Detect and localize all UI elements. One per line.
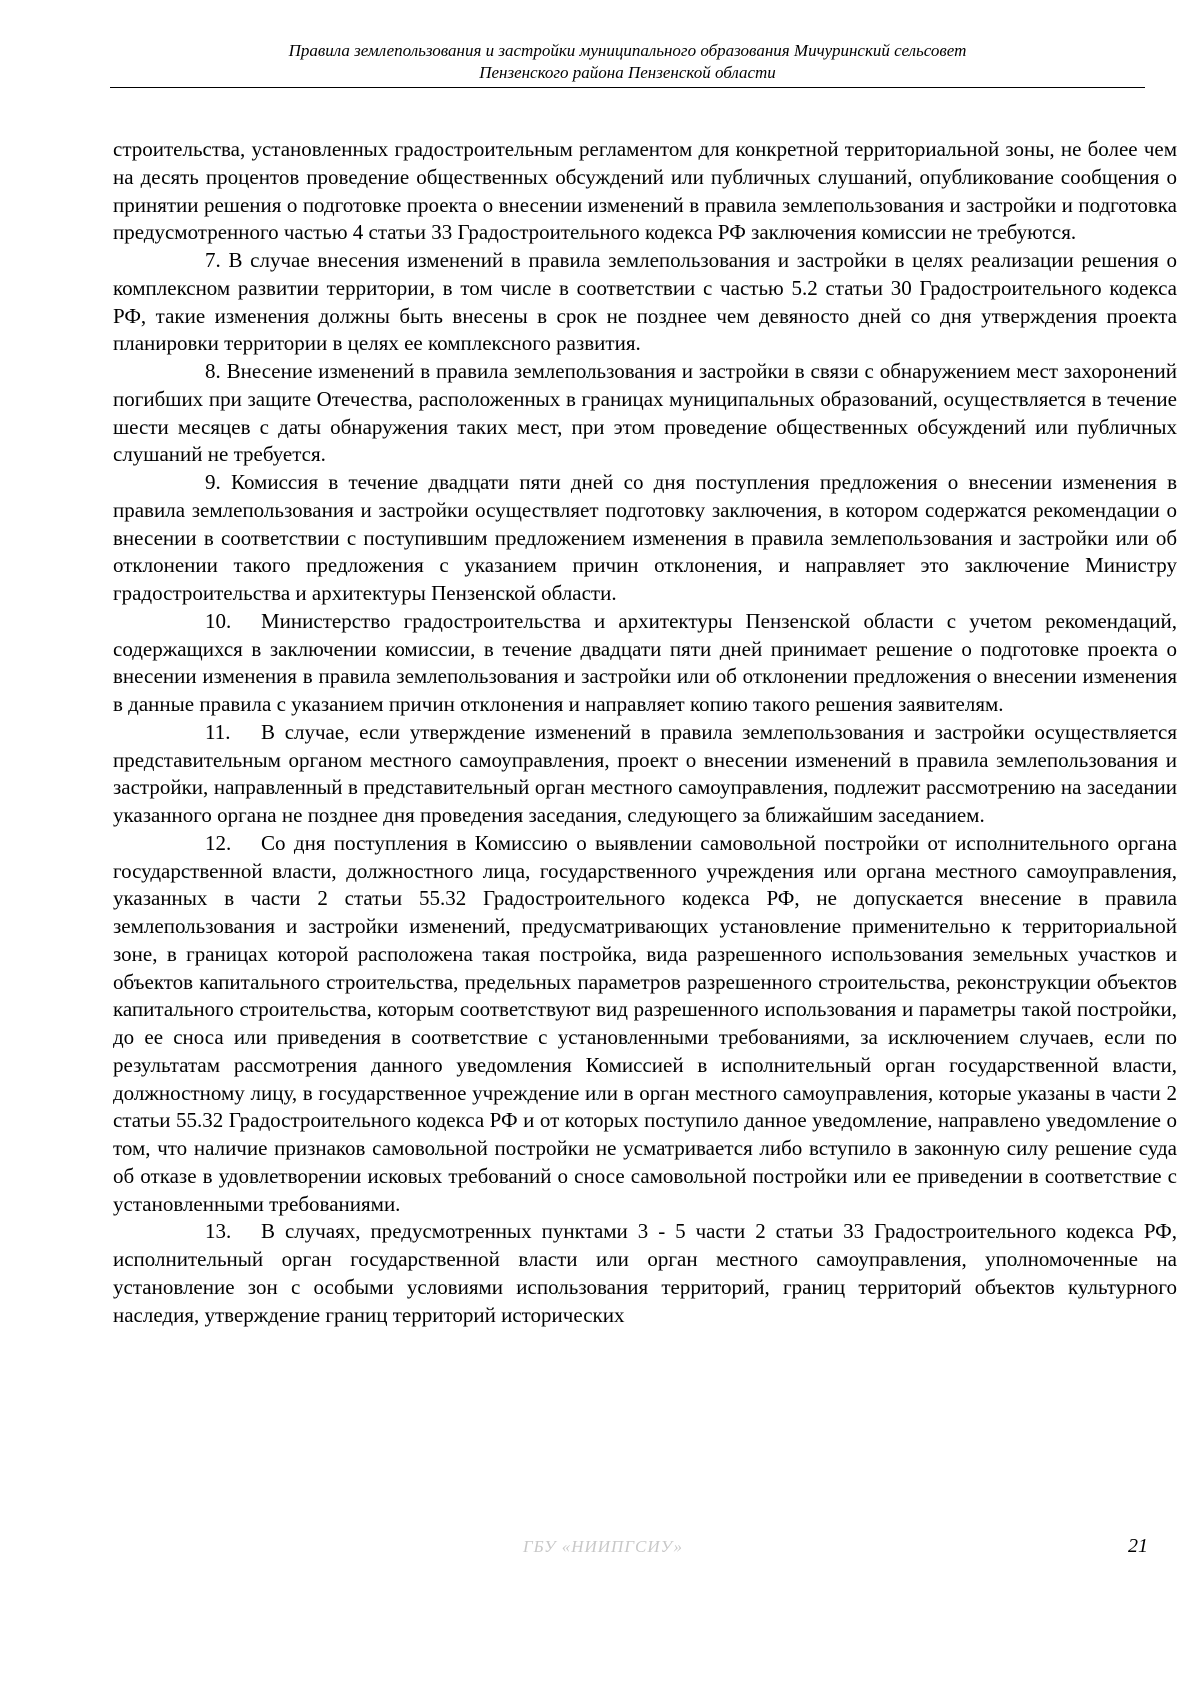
paragraph-number: 10. (205, 608, 232, 633)
document-body (113, 136, 1177, 1329)
paragraph-7 (113, 247, 1177, 358)
paragraph-12 (113, 830, 1177, 1219)
paragraph-text: В случаях, предусмотренных пунктами 3 - 5 части 2 статьи 33 Градостроительного кодекса РФ, исполнительный орган государственной власти или орган местного самоуправления, уполномоченные на установление зон с особыми условиями использования территорий, границ территорий объектов культурного наследия, утверждение границ территорий исторических (113, 1219, 1177, 1327)
page-number: 21 (1128, 1535, 1148, 1557)
paragraph-number: 9. (205, 470, 221, 494)
header-line-1: Правила землепользования и застройки муниципального образования Мичуринский сельсовет (288, 41, 967, 60)
paragraph-text: В случае внесения изменений в правила землепользования и застройки в целях реализации решения о комплексном развитии территории, в том числе в соответствии с частью 5.2 статьи 30 Градостроительного кодекса РФ, такие изменения должны быть внесены в срок не позднее чем девяносто дней со дня утверждения проекта планировки территории в целях ее комплексного развития. (113, 248, 1178, 356)
footer-organization: ГБУ «НИИПГСИУ» (523, 1537, 683, 1556)
paragraph-text: В случае, если утверждение изменений в правила землепользования и застройки осуществляется представительным органом местного самоуправления, проект о внесении изменений в правила землепользования и застройки, направленный в представительный орган местного самоуправления, подлежит рассмотрению на заседании указанного органа не позднее дня проведения заседания, следующего за ближайшим заседанием. (113, 719, 1177, 827)
paragraph-text: Комиссия в течение двадцати пяти дней со дня поступления предложения о внесении изменения в правила землепользования и застройки осуществляет подготовку заключения, в котором содержатся рекомендации о внесении в соответствии с поступившим предложением изменения в правила землепользования и застройки или об отклонении такого предложения с указанием причин отклонения, и направляет это заключение Министру градостроительства и архитектуры Пензенской области. (113, 470, 1177, 605)
paragraph-number: 7. (205, 248, 221, 272)
paragraph-9 (113, 469, 1177, 608)
paragraph-number: 11. (205, 719, 231, 744)
paragraph-8 (113, 358, 1177, 469)
paragraph-number: 8. (205, 359, 221, 383)
paragraph-text: Внесение изменений в правила землепользования и застройки в связи с обнаружением мест захоронений погибших при защите Отечества, расположенных в границах муниципальных образований, осуществляется в течение шести месяцев с даты обнаружения таких мест, при этом проведение общественных обсуждений или публичных слушаний не требуется. (113, 359, 1178, 467)
paragraph-number: 12. (205, 830, 232, 855)
paragraph-text: Со дня поступления в Комиссию о выявлении самовольной постройки от исполнительного органа государственной власти, должностного лица, государственного учреждения или органа местного самоуправления, указанных в части 2 статьи 55.32 Градостроительного кодекса РФ, не допускается внесение в правила землепользования и застройки изменений, предусматривающих установление применительно к территориальной зоне, в границах которой расположена такая постройка, вида разрешенного использования земельных участков и объектов капитального строительства, предельных параметров разрешенного строительства, реконструкции объектов капитального строительства, которым соответствуют вид разрешенного использования и параметры такой постройки, до ее сноса или приведения в соответствие с установленными требованиями, за исключением случаев, если по результатам рассмотрения данного уведомления Комиссией в исполнительный орган государственной власти, должностному лицу, в государственное учреждение или в орган местного самоуправления, которые указаны в части 2 статьи 55.32 Градостроительного кодекса РФ и от которых поступило данное уведомление, направлено уведомление о том, что наличие признаков самовольной постройки не усматривается либо вступило в законную силу решение суда об отказе в удовлетворении исковых требований о сносе самовольной постройки или ее приведении в соответствие с установленными требованиями. (113, 830, 1177, 1216)
paragraph-13 (113, 1218, 1177, 1329)
paragraph-11 (113, 719, 1177, 830)
header-line-2: Пензенского района Пензенской области (479, 63, 776, 82)
paragraph-continuation (113, 136, 1177, 247)
paragraph-text: Министерство градостроительства и архитектуры Пензенской области с учетом рекомендаций, содержащихся в заключении комиссии, в течение двадцати пяти дней принимает решение о подготовке проекта о внесении изменения в правила землепользования и застройки или об отклонении предложения о внесении изменения в данные правила с указанием причин отклонения и направляет копию такого решения заявителям. (113, 608, 1177, 716)
paragraph-number: 13. (205, 1219, 232, 1244)
header-divider (110, 87, 1145, 88)
paragraph-10 (113, 608, 1177, 719)
running-header (110, 40, 1145, 84)
paragraph-text: строительства, установленных градостроительным регламентом для конкретной территориальной зоны, не более чем на десять процентов проведение общественных обсуждений или публичных слушаний, опубликование сообщения о принятии решения о подготовке проекта о внесении изменений в правила землепользования и застройки и подготовка предусмотренного частью 4 статьи 33 Градостроительного кодекса РФ заключения комиссии не требуются. (113, 137, 1177, 245)
